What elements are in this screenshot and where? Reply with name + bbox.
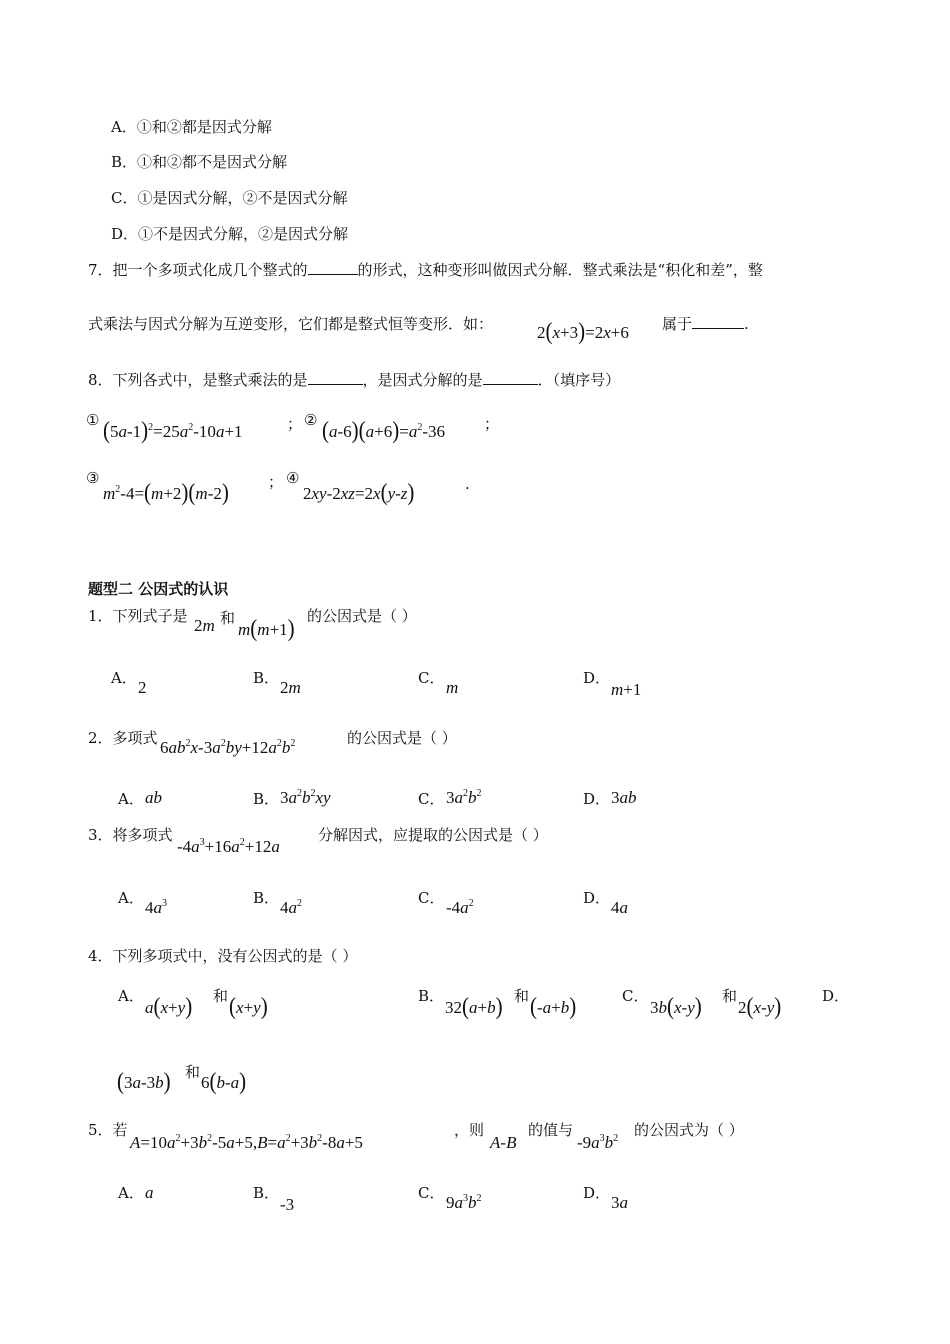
s2-q1-opt-d: m+1 bbox=[611, 680, 642, 699]
q8-formula-2: $(a-6)(a+6)=a^2-36$ bbox=[322, 416, 446, 444]
s2-q1-text-a: 1．下列式子是 bbox=[88, 607, 188, 625]
s2-q4-opt-a-and: 和 bbox=[213, 987, 229, 1005]
q8-blank-1 bbox=[308, 370, 363, 385]
q6-option-d: D．①不是因式分解，②是因式分解 bbox=[111, 225, 349, 243]
q8-formula-1: $(5a-1)^2=25a^2-10a+1$ bbox=[103, 416, 243, 444]
s2-q4-opt-d-expr-2: 6(b-a) bbox=[201, 1067, 247, 1095]
s2-q1-opt-d-label: D． bbox=[583, 669, 611, 687]
s2-q5-opt-d: 3a bbox=[611, 1193, 628, 1212]
s2-q4-opt-c-expr-1: 3b(x-y) bbox=[650, 992, 702, 1020]
s2-q5-opt-b: -3 bbox=[280, 1195, 295, 1214]
q8-formula-3: $m^2-4=(m+2)(m-2)$ bbox=[103, 478, 229, 506]
s2-q3-opt-a: $4a^3$ bbox=[145, 898, 167, 917]
q8-blank-2 bbox=[483, 370, 538, 385]
s2-q5-opt-a: a bbox=[145, 1183, 154, 1202]
s2-q2-expr: $6ab^2x-3a^2by+12a^2b^2$ bbox=[160, 738, 296, 757]
q6-option-b: B．①和②都不是因式分解 bbox=[111, 153, 288, 171]
section-title: 题型二 公因式的认识 bbox=[88, 580, 229, 598]
s2-q2-text-b: 的公因式是（ ） bbox=[347, 729, 457, 747]
s2-q5-expr-1: $A=10a^2+3b^2-5a+5,B=a^2+3b^2-8a+5$ bbox=[130, 1133, 363, 1152]
s2-q3-opt-b: $4a^2$ bbox=[280, 898, 302, 917]
s2-q5-opt-d-label: D． bbox=[583, 1184, 611, 1202]
s2-q3-opt-d: 4a bbox=[611, 898, 628, 917]
s2-q4-opt-b-and: 和 bbox=[514, 987, 530, 1005]
s2-q4-opt-d-label: D． bbox=[822, 987, 850, 1005]
s2-q4-opt-a-expr-2: (x+y) bbox=[229, 992, 268, 1020]
s2-q2-opt-c: $3a^2b^2$ bbox=[446, 788, 482, 807]
s2-q5-opt-a-label: A． bbox=[118, 1184, 144, 1202]
q8-text-b: ，是因式分解的是 bbox=[362, 371, 483, 389]
s2-q1-opt-b-label: B． bbox=[253, 669, 280, 687]
s2-q2-opt-d: 3ab bbox=[611, 788, 637, 807]
q8-formula-4: 2xy-2xz=2x(y-z) bbox=[303, 478, 415, 506]
s2-q2-opt-b-label: B． bbox=[253, 790, 280, 808]
q7-line2: 式乘法与因式分解为互逆变形，它们都是整式恒等变形．如： bbox=[88, 315, 494, 333]
q7-text-a: 7．把一个多项式化成几个整式的 bbox=[88, 261, 308, 279]
q7-blank-2 bbox=[692, 314, 744, 329]
s2-q1-opt-b: 2m bbox=[280, 678, 301, 697]
s2-q5-opt-c-label: C． bbox=[418, 1184, 445, 1202]
s2-q1-opt-c: m bbox=[446, 678, 459, 697]
s2-q4-opt-a-expr-1: a(x+y) bbox=[145, 992, 193, 1020]
s2-q3-text-a: 3．将多项式 bbox=[88, 826, 173, 844]
s2-q2-text-a: 2．多项式 bbox=[88, 729, 158, 747]
q7-text-d: . bbox=[744, 315, 749, 333]
s2-q5-text-b: ，则 bbox=[454, 1121, 485, 1139]
s2-q4-opt-c-expr-2: 2(x-y) bbox=[738, 992, 782, 1020]
s2-q5-text-a: 5．若 bbox=[88, 1121, 128, 1139]
q8-semicolon-2: ； bbox=[484, 415, 500, 433]
q8-line bbox=[88, 370, 620, 390]
s2-q1-text-c: 的公因式是（ ） bbox=[307, 607, 417, 625]
q8-text-c: ．（填序号） bbox=[537, 371, 621, 389]
s2-q4-opt-b-expr-1: 32(a+b) bbox=[445, 992, 503, 1020]
s2-q3-text-b: 分解因式，应提取的公因式是（ ） bbox=[318, 826, 548, 844]
s2-q5-text-c: 的值与 bbox=[528, 1121, 574, 1139]
s2-q4-opt-b-label: B． bbox=[418, 987, 445, 1005]
s2-q2-opt-d-label: D． bbox=[583, 790, 611, 808]
s2-q2-opt-a-label: A． bbox=[118, 790, 144, 808]
s2-q4-opt-b-expr-2: (-a+b) bbox=[530, 992, 577, 1020]
q8-marker-4: ④ bbox=[286, 469, 300, 487]
s2-q5-opt-b-label: B． bbox=[253, 1184, 280, 1202]
s2-q1-opt-a-label: A． bbox=[111, 669, 137, 687]
q6-option-c: C．①是因式分解，②不是因式分解 bbox=[111, 189, 348, 207]
s2-q4-opt-d-expr-1: (3a-3b) bbox=[117, 1067, 171, 1095]
s2-q4-opt-a-label: A． bbox=[118, 987, 144, 1005]
s2-q5-expr-2: A-B bbox=[490, 1133, 517, 1152]
q6-option-a: A．①和②都是因式分解 bbox=[111, 118, 272, 136]
s2-q4-opt-d-and: 和 bbox=[185, 1063, 201, 1081]
s2-q2-opt-a: ab bbox=[145, 788, 162, 807]
s2-q3-opt-c: $-4a^2$ bbox=[446, 898, 474, 917]
q8-marker-2: ② bbox=[304, 411, 318, 429]
q8-text-a: 8．下列各式中，是整式乘法的是 bbox=[88, 371, 308, 389]
s2-q3-opt-c-label: C． bbox=[418, 889, 445, 907]
s2-q4-opt-c-label: C． bbox=[622, 987, 649, 1005]
q7-line1 bbox=[88, 260, 763, 280]
q8-marker-3: ③ bbox=[86, 469, 100, 487]
s2-q4-opt-c-and: 和 bbox=[722, 987, 738, 1005]
s2-q1-opt-c-label: C． bbox=[418, 669, 445, 687]
s2-q2-opt-c-label: C． bbox=[418, 790, 445, 808]
q8-semicolon-3: ； bbox=[268, 473, 284, 491]
q7-text-b: 的形式，这种变形叫做因式分解．整式乘法是“积化和差”，整 bbox=[357, 261, 763, 279]
q8-marker-1: ① bbox=[86, 411, 100, 429]
s2-q5-text-d: 的公因式为（ ） bbox=[634, 1121, 744, 1139]
s2-q1-opt-a: 2 bbox=[138, 678, 147, 697]
s2-q3-opt-b-label: B． bbox=[253, 889, 280, 907]
s2-q4-text: 4．下列多项式中，没有公因式的是（ ） bbox=[88, 947, 358, 965]
s2-q3-opt-a-label: A． bbox=[118, 889, 144, 907]
s2-q5-opt-c: $9a^3b^2$ bbox=[446, 1193, 482, 1212]
s2-q5-expr-3: $-9a^3b^2$ bbox=[577, 1133, 619, 1152]
q7-formula: 2(x+3)=2x+6 bbox=[537, 317, 629, 345]
q7-blank-1 bbox=[308, 260, 358, 275]
s2-q3-expr: $-4a^3+16a^2+12a$ bbox=[177, 837, 280, 856]
q7-text-c: 属于 bbox=[662, 315, 693, 333]
s2-q1-expr-1: 2m bbox=[194, 616, 215, 635]
s2-q2-opt-b: $3a^2b^2xy$ bbox=[280, 788, 331, 807]
q8-period: . bbox=[465, 475, 470, 493]
s2-q3-opt-d-label: D． bbox=[583, 889, 611, 907]
q7-tail bbox=[662, 314, 749, 334]
s2-q1-expr-2: m(m+1) bbox=[238, 614, 295, 642]
q8-semicolon-1: ； bbox=[287, 415, 303, 433]
s2-q1-text-b: 和 bbox=[220, 609, 236, 627]
